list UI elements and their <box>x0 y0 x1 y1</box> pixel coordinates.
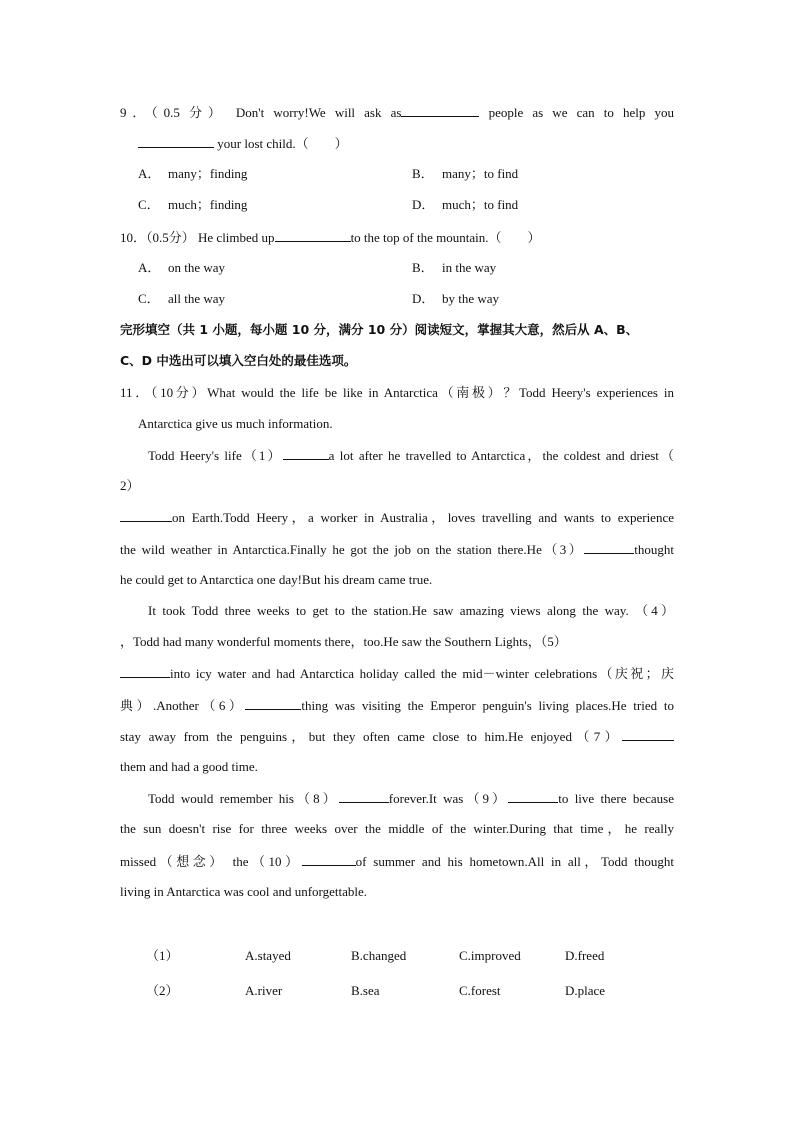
passage-blank-10 <box>302 853 356 866</box>
passage-p3-line-2: the sun doesn't rise for three weeks over the middle of the winter.During that time，he really <box>120 821 674 836</box>
q9-blank-2 <box>138 135 214 148</box>
q10-line <box>120 229 541 246</box>
passage-p1-line-1: Todd Heery's life（1） a lot after he travelled to Antarctica，the coldest and driest（ <box>148 448 675 463</box>
answer-row-1-option-a[interactable]: A.stayed <box>245 948 291 963</box>
answer-row-2-option-d[interactable]: D.place <box>565 983 606 998</box>
passage-blank-6 <box>245 697 301 710</box>
passage-p2-line-3: into icy water and had Antarctica holiday called the mid－winter celebrations（庆祝；庆 <box>120 665 674 682</box>
section-heading-line-2: C、D 中选出可以填入空白处的最佳选项。 <box>120 353 357 368</box>
passage-p1-line-3: on Earth.Todd Heery，a worker in Australia，loves travelling and wants to experience <box>120 509 674 526</box>
q11-intro-1: 11．（10分）What would the life be like in Antarctica（南极）？Todd Heery's experiences in <box>120 385 674 400</box>
answer-row-2-option-c[interactable]: C.forest <box>459 983 501 998</box>
q10-text-b: to the top of the mountain.（ ） <box>350 230 541 245</box>
answer-row-1-option-d[interactable]: D.freed <box>565 948 605 963</box>
q10-option-c[interactable]: C． all the way <box>138 291 226 306</box>
q10-option-d[interactable]: D． by the way <box>412 291 500 306</box>
passage-p2-line-4: 典）.Another（6） thing was visiting the Emperor penguin's living places.He tried to <box>120 698 674 713</box>
q9-text-a: Don't worry!We will ask as <box>235 105 402 120</box>
q9-line-2 <box>138 135 348 152</box>
q10-option-a[interactable]: A． on the way <box>138 260 226 275</box>
q9-line-1 <box>120 104 674 121</box>
answer-row-2-option-a[interactable]: A.river <box>245 983 283 998</box>
q11-intro-2: Antarctica give us much information. <box>138 416 333 431</box>
q10-option-b[interactable]: B． in the way <box>412 260 497 275</box>
passage-p2-line-5: stay away from the penguins，but they often came close to him.He enjoyed（7） <box>120 728 674 745</box>
passage-p2-line-1: It took Todd three weeks to get to the station.He saw amazing views along the way. （4） <box>148 603 674 618</box>
passage-p3-line-1: Todd would remember his（8） forever.It was（9） to live there because <box>148 791 674 806</box>
q9-text-c: your lost child.（ ） <box>217 136 348 151</box>
q10-text-a: He climbed up <box>198 230 275 245</box>
passage-blank-7 <box>622 728 674 741</box>
passage-blank-1 <box>283 447 329 460</box>
passage-p2-line-6: them and had a good time. <box>120 759 258 774</box>
section-heading-line-1: 完形填空（共 1 小题，每小题 10 分，满分 10 分）阅读短文，掌握其大意，然后从 A、B、 <box>120 322 639 337</box>
answer-row-2-number: （2） <box>146 983 179 998</box>
q9-option-a[interactable]: A． many；finding <box>138 166 248 181</box>
q10-blank <box>275 229 351 242</box>
answer-row-1-number: （1） <box>146 948 179 963</box>
q10-number: 10．（0.5分） <box>120 230 195 245</box>
passage-blank-5 <box>120 665 170 678</box>
q9-number: 9．（0.5 分） <box>120 105 227 120</box>
answer-row-1-option-c[interactable]: C.improved <box>459 948 521 963</box>
passage-p1-line-4: the wild weather in Antarctica.Finally he got the job on the station there.He（3） thought <box>120 542 674 557</box>
q9-blank-1 <box>401 104 479 117</box>
answer-row-1-option-b[interactable]: B.changed <box>351 948 407 963</box>
passage-blank-2 <box>120 509 172 522</box>
q9-option-b[interactable]: B． many；to find <box>412 166 519 181</box>
passage-p1-line-5: he could get to Antarctica one day!But his dream came true. <box>120 572 433 587</box>
passage-p3-line-4: living in Antarctica was cool and unforgettable. <box>120 884 368 899</box>
q9-option-c[interactable]: C． much；finding <box>138 197 248 212</box>
passage-blank-9 <box>508 790 558 803</box>
passage-p1-line-2: 2） <box>120 478 140 493</box>
passage-blank-8 <box>339 790 389 803</box>
answer-row-2-option-b[interactable]: B.sea <box>351 983 380 998</box>
q9-option-d[interactable]: D． much；to find <box>412 197 519 212</box>
q9-text-b: people as we can to help you <box>488 105 674 120</box>
passage-p2-line-2: ，Todd had many wonderful moments there，too.He saw the Southern Lights，（5） <box>120 634 567 649</box>
passage-p3-line-3: missed（想念） the（10） of summer and his hometown.All in all，Todd thought <box>120 854 674 869</box>
passage-blank-3 <box>584 541 634 554</box>
